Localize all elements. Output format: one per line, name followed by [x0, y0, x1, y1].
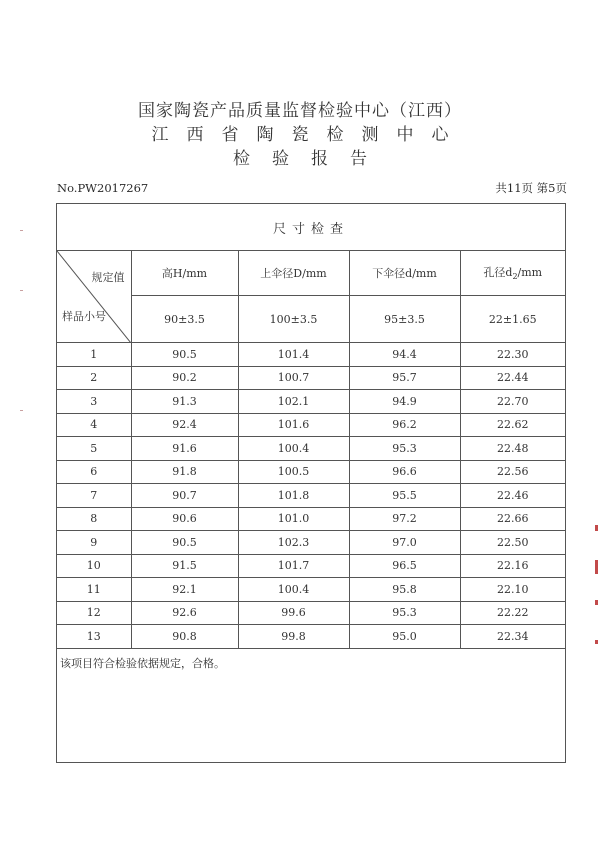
seal-edge-mark — [595, 600, 598, 605]
upper-diameter-cell: 102.1 — [238, 390, 349, 414]
sample-number-cell: 11 — [57, 578, 131, 602]
hole-diameter-cell: 22.44 — [460, 366, 565, 390]
height-cell: 91.6 — [131, 437, 238, 461]
seal-edge-mark — [595, 525, 598, 531]
sample-number-cell: 6 — [57, 460, 131, 484]
lower-diameter-cell: 95.5 — [349, 484, 460, 508]
page-indicator: 共11页 第5页 — [495, 181, 567, 195]
spec-height: 90±3.5 — [131, 296, 238, 343]
hole-diameter-cell: 22.10 — [460, 578, 565, 602]
hole-diameter-cell: 22.48 — [460, 437, 565, 461]
lower-diameter-cell: 97.0 — [349, 531, 460, 555]
sample-number-cell: 10 — [57, 554, 131, 578]
lower-diameter-cell: 96.2 — [349, 413, 460, 437]
hole-diameter-name: 孔径d — [483, 266, 513, 280]
column-header-lower-diameter: 下伞径d/mm — [349, 251, 460, 296]
column-header-hole-diameter — [460, 251, 565, 296]
upper-diameter-cell: 101.6 — [238, 413, 349, 437]
height-cell: 90.5 — [131, 343, 238, 367]
hole-diameter-cell: 22.66 — [460, 507, 565, 531]
upper-diameter-cell: 101.0 — [238, 507, 349, 531]
scan-speck — [20, 230, 23, 231]
scan-speck — [20, 410, 23, 411]
table-row — [57, 507, 565, 531]
hole-diameter-unit: /mm — [517, 266, 543, 280]
table-row — [57, 390, 565, 414]
lower-diameter-cell: 96.5 — [349, 554, 460, 578]
conclusion-text: 该项目符合检验依据规定，合格。 — [60, 657, 225, 670]
table-caption: 尺寸检查 — [57, 204, 565, 251]
spec-label: 规定值 — [91, 271, 125, 284]
table-row — [57, 578, 565, 602]
dimension-table — [57, 204, 565, 649]
height-cell: 91.8 — [131, 460, 238, 484]
sample-number-cell: 2 — [57, 366, 131, 390]
hole-diameter-cell: 22.30 — [460, 343, 565, 367]
height-cell: 90.6 — [131, 507, 238, 531]
sub-center-title: 江西省陶瓷检测中心 — [151, 125, 467, 145]
scan-speck — [20, 290, 23, 291]
upper-diameter-cell: 101.4 — [238, 343, 349, 367]
hole-diameter-cell: 22.46 — [460, 484, 565, 508]
height-cell: 90.2 — [131, 366, 238, 390]
hole-diameter-cell: 22.56 — [460, 460, 565, 484]
hole-diameter-cell: 22.50 — [460, 531, 565, 555]
upper-diameter-cell: 101.7 — [238, 554, 349, 578]
report-title: 检验报告 — [233, 149, 389, 169]
lower-diameter-cell: 95.3 — [349, 437, 460, 461]
diagonal-line — [57, 251, 131, 343]
height-cell: 92.1 — [131, 578, 238, 602]
column-header-upper-diameter: 上伞径D/mm — [238, 251, 349, 296]
table-row — [57, 625, 565, 649]
lower-diameter-cell: 95.0 — [349, 625, 460, 649]
sample-number-cell: 4 — [57, 413, 131, 437]
height-cell: 92.4 — [131, 413, 238, 437]
seal-edge-mark — [595, 560, 598, 574]
report-number: No.PW2017267 — [57, 181, 149, 195]
height-cell: 91.3 — [131, 390, 238, 414]
lower-diameter-cell: 95.8 — [349, 578, 460, 602]
lower-diameter-cell: 94.9 — [349, 390, 460, 414]
upper-diameter-cell: 99.6 — [238, 601, 349, 625]
sample-number-cell: 7 — [57, 484, 131, 508]
spec-hole-diameter: 22±1.65 — [460, 296, 565, 343]
table-row — [57, 413, 565, 437]
height-cell: 92.6 — [131, 601, 238, 625]
table-row — [57, 601, 565, 625]
upper-diameter-cell: 100.4 — [238, 437, 349, 461]
table-row — [57, 531, 565, 555]
sample-number-label: 样品小号 — [62, 310, 106, 323]
hole-diameter-subscript: 2 — [512, 272, 518, 282]
upper-diameter-cell: 100.5 — [238, 460, 349, 484]
table-row — [57, 484, 565, 508]
sample-number-cell: 12 — [57, 601, 131, 625]
upper-diameter-cell: 99.8 — [238, 625, 349, 649]
hole-diameter-cell: 22.22 — [460, 601, 565, 625]
sample-number-cell: 3 — [57, 390, 131, 414]
table-row — [57, 554, 565, 578]
lower-diameter-cell: 94.4 — [349, 343, 460, 367]
column-header-height: 高H/mm — [131, 251, 238, 296]
upper-diameter-cell: 100.4 — [238, 578, 349, 602]
spec-upper-diameter: 100±3.5 — [238, 296, 349, 343]
hole-diameter-cell: 22.62 — [460, 413, 565, 437]
lower-diameter-cell: 95.3 — [349, 601, 460, 625]
upper-diameter-cell: 101.8 — [238, 484, 349, 508]
table-row — [57, 460, 565, 484]
hole-diameter-cell: 22.34 — [460, 625, 565, 649]
report-frame — [56, 203, 566, 763]
lower-diameter-cell: 96.6 — [349, 460, 460, 484]
table-row — [57, 366, 565, 390]
height-cell: 90.8 — [131, 625, 238, 649]
sample-number-cell: 1 — [57, 343, 131, 367]
spec-lower-diameter: 95±3.5 — [349, 296, 460, 343]
upper-diameter-cell: 100.7 — [238, 366, 349, 390]
height-cell: 90.5 — [131, 531, 238, 555]
lower-diameter-cell: 95.7 — [349, 366, 460, 390]
upper-diameter-cell: 102.3 — [238, 531, 349, 555]
sample-number-cell: 5 — [57, 437, 131, 461]
sample-number-cell: 13 — [57, 625, 131, 649]
height-cell: 91.5 — [131, 554, 238, 578]
diagonal-header-cell — [57, 251, 131, 343]
height-cell: 90.7 — [131, 484, 238, 508]
center-name-title: 国家陶瓷产品质量监督检验中心（江西） — [138, 101, 462, 121]
hole-diameter-cell: 22.16 — [460, 554, 565, 578]
lower-diameter-cell: 97.2 — [349, 507, 460, 531]
table-row — [57, 343, 565, 367]
hole-diameter-cell: 22.70 — [460, 390, 565, 414]
sample-number-cell: 8 — [57, 507, 131, 531]
table-row — [57, 437, 565, 461]
sample-number-cell: 9 — [57, 531, 131, 555]
seal-edge-mark — [595, 640, 598, 644]
